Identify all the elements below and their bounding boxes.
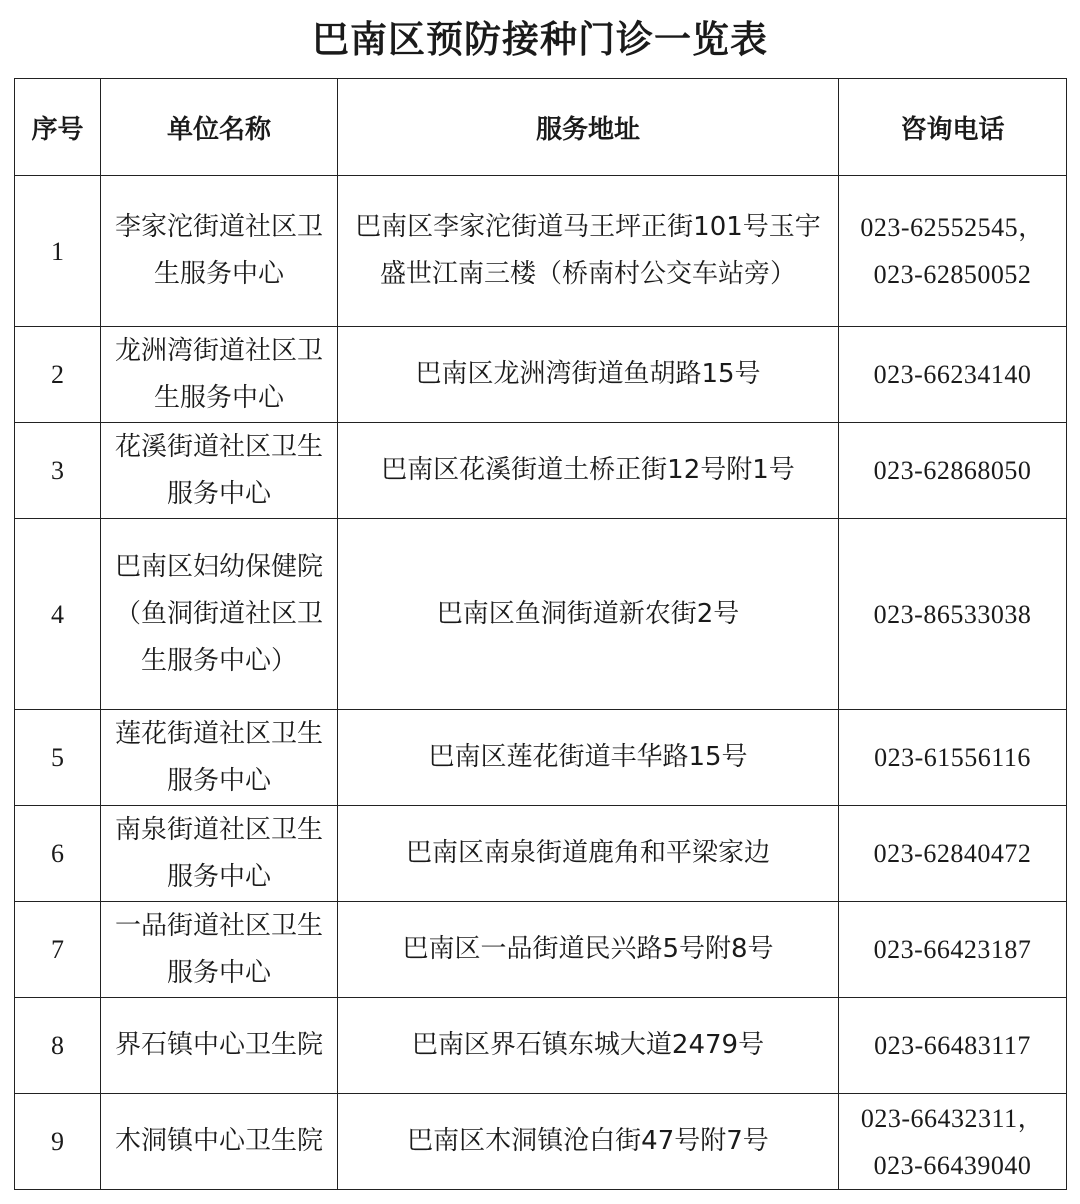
phone-line: 023-66439040: [873, 1150, 1032, 1180]
row-phone: [839, 327, 1067, 423]
row-unit: 莲花街道社区卫生服务中心: [101, 710, 338, 806]
row-address: 巴南区鱼洞街道新农街2号: [338, 519, 839, 710]
table-row: [15, 327, 1067, 423]
row-num: 2: [15, 327, 101, 423]
row-address: 巴南区南泉街道鹿角和平梁家边: [338, 806, 839, 902]
row-phone: [839, 519, 1067, 710]
page-title: 巴南区预防接种门诊一览表: [312, 18, 768, 61]
header-unit: 单位名称: [101, 79, 338, 176]
phone-line: 023-66432311，: [860, 1103, 1045, 1133]
row-phone: [839, 998, 1067, 1094]
row-address: 巴南区李家沱街道马王坪正街101号玉宇盛世江南三楼（桥南村公交车站旁）: [338, 176, 839, 327]
row-num: 7: [15, 902, 101, 998]
row-unit: 李家沱街道社区卫生服务中心: [101, 176, 338, 327]
table-row: [15, 1094, 1067, 1190]
phone-line: 023-62552545，: [860, 213, 1045, 242]
table-row: [15, 176, 1067, 327]
table-row: [15, 519, 1067, 710]
row-address: 巴南区龙洲湾街道鱼胡路15号: [338, 327, 839, 423]
row-phone: [839, 806, 1067, 902]
table-row: [15, 806, 1067, 902]
row-num: 5: [15, 710, 101, 806]
row-unit: 界石镇中心卫生院: [101, 998, 338, 1094]
table-row: [15, 902, 1067, 998]
row-unit: 一品街道社区卫生服务中心: [101, 902, 338, 998]
row-phone: [839, 1094, 1067, 1190]
row-num: 1: [15, 176, 101, 327]
row-phone: [839, 902, 1067, 998]
table-row: [15, 423, 1067, 519]
header-num: 序号: [15, 79, 101, 176]
row-phone: [839, 710, 1067, 806]
phone-line: 023-66483117: [874, 1031, 1031, 1060]
table-row: [15, 710, 1067, 806]
row-phone: [839, 423, 1067, 519]
row-unit: 木洞镇中心卫生院: [101, 1094, 338, 1190]
phone-line: 023-62868050: [873, 456, 1032, 485]
clinic-table: [14, 78, 1067, 1190]
row-num: 9: [15, 1094, 101, 1190]
row-unit: 龙洲湾街道社区卫生服务中心: [101, 327, 338, 423]
phone-line: 023-66234140: [873, 360, 1032, 389]
row-address: 巴南区界石镇东城大道2479号: [338, 998, 839, 1094]
header-phone: 咨询电话: [839, 79, 1067, 176]
row-num: 3: [15, 423, 101, 519]
header-address: 服务地址: [338, 79, 839, 176]
row-address: 巴南区一品街道民兴路5号附8号: [338, 902, 839, 998]
row-num: 4: [15, 519, 101, 710]
row-unit: 南泉街道社区卫生服务中心: [101, 806, 338, 902]
row-unit: 花溪街道社区卫生服务中心: [101, 423, 338, 519]
phone-line: 023-62850052: [873, 260, 1032, 289]
table-row: [15, 998, 1067, 1094]
table-header-row: [15, 79, 1067, 176]
row-address: 巴南区木洞镇沧白街47号附7号: [338, 1094, 839, 1190]
row-num: 6: [15, 806, 101, 902]
row-address: 巴南区花溪街道土桥正街12号附1号: [338, 423, 839, 519]
row-phone: [839, 176, 1067, 327]
phone-line: 023-61556116: [874, 743, 1031, 772]
row-address: 巴南区莲花街道丰华路15号: [338, 710, 839, 806]
phone-line: 023-62840472: [873, 839, 1032, 868]
phone-line: 023-86533038: [873, 599, 1032, 629]
row-num: 8: [15, 998, 101, 1094]
phone-line: 023-66423187: [873, 935, 1032, 964]
row-unit: 巴南区妇幼保健院（鱼洞街道社区卫生服务中心）: [101, 519, 338, 710]
